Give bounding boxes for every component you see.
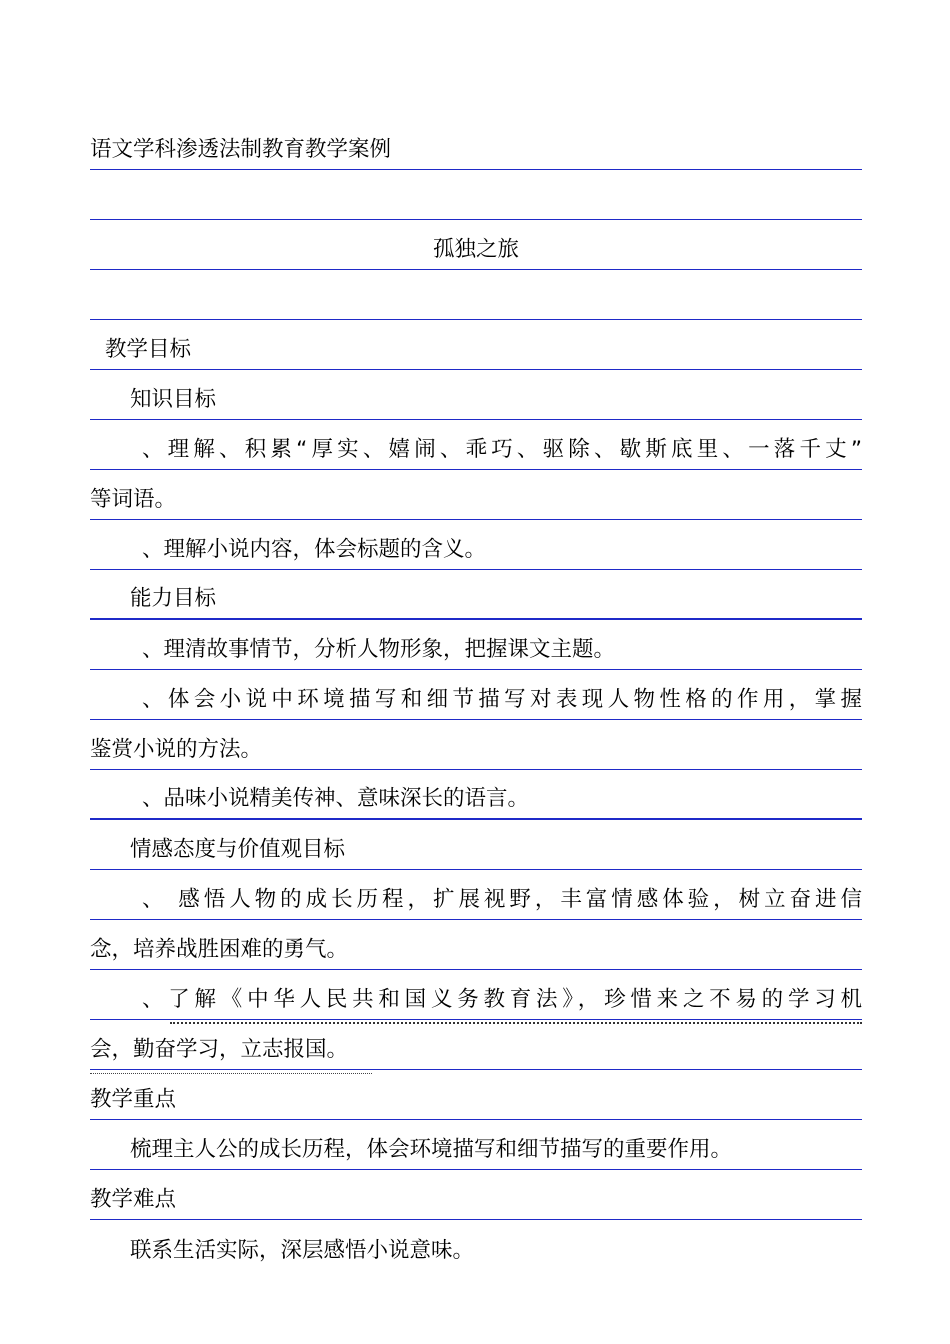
doc-line bbox=[90, 820, 862, 870]
document-header: 语文学科渗透法制教育教学案例 bbox=[90, 137, 392, 162]
doc-line bbox=[90, 120, 862, 170]
emotion-item-2-cont: 会，勤奋学习，立志报国。 bbox=[90, 1037, 349, 1062]
doc-line bbox=[90, 620, 862, 670]
ability-item-1: 、理清故事情节，分析人物形象，把握课文主题。 bbox=[142, 637, 616, 662]
difficulty-heading: 教学难点 bbox=[90, 1187, 177, 1212]
doc-line bbox=[90, 770, 862, 820]
emotion-item-1-cont: 念，培养战胜困难的勇气。 bbox=[90, 937, 349, 962]
doc-line bbox=[90, 570, 862, 620]
doc-line bbox=[90, 670, 862, 720]
doc-line bbox=[90, 370, 862, 420]
doc-line bbox=[90, 870, 862, 920]
knowledge-item-1-cont: 等词语。 bbox=[90, 487, 177, 512]
key-points-text: 梳理主人公的成长历程，体会环境描写和细节描写的重要作用。 bbox=[130, 1137, 733, 1162]
difficulty-text: 联系生活实际，深层感悟小说意味。 bbox=[130, 1238, 475, 1263]
doc-line bbox=[90, 320, 862, 370]
doc-line bbox=[90, 920, 862, 970]
blank-line bbox=[90, 170, 862, 220]
doc-line bbox=[90, 720, 862, 770]
ability-heading: 能力目标 bbox=[130, 586, 217, 611]
ability-item-2-cont: 鉴赏小说的方法。 bbox=[90, 737, 263, 762]
doc-line bbox=[90, 970, 862, 1020]
document-title: 孤独之旅 bbox=[432, 237, 519, 262]
doc-line bbox=[90, 1020, 862, 1070]
emotion-item-2: 、了解《中华人民共和国义务教育法》，珍惜来之不易的学习机 bbox=[142, 987, 862, 1012]
ability-item-2: 、体会小说中环境描写和细节描写对表现人物性格的作用，掌握 bbox=[142, 687, 862, 712]
doc-line bbox=[90, 1070, 862, 1120]
knowledge-item-1: 、理解、积累“厚实、嬉闹、乖巧、驱除、歇斯底里、一落千丈” bbox=[142, 437, 862, 462]
blank-line bbox=[90, 270, 862, 320]
emotion-heading: 情感态度与价值观目标 bbox=[130, 837, 346, 862]
doc-line bbox=[90, 1170, 862, 1220]
knowledge-item-2: 、理解小说内容，体会标题的含义。 bbox=[142, 537, 487, 562]
emotion-item-1: 、 感悟人物的成长历程，扩展视野，丰富情感体验，树立奋进信 bbox=[142, 887, 862, 912]
doc-line bbox=[90, 220, 862, 270]
ability-item-3: 、品味小说精美传神、意味深长的语言。 bbox=[142, 786, 530, 811]
doc-line bbox=[90, 520, 862, 570]
doc-line bbox=[90, 1120, 862, 1170]
doc-line bbox=[90, 1220, 862, 1270]
knowledge-heading: 知识目标 bbox=[130, 387, 217, 412]
doc-line bbox=[90, 420, 862, 470]
key-points-heading: 教学重点 bbox=[90, 1087, 177, 1112]
objectives-heading: 教学目标 bbox=[105, 337, 192, 362]
doc-line bbox=[90, 470, 862, 520]
